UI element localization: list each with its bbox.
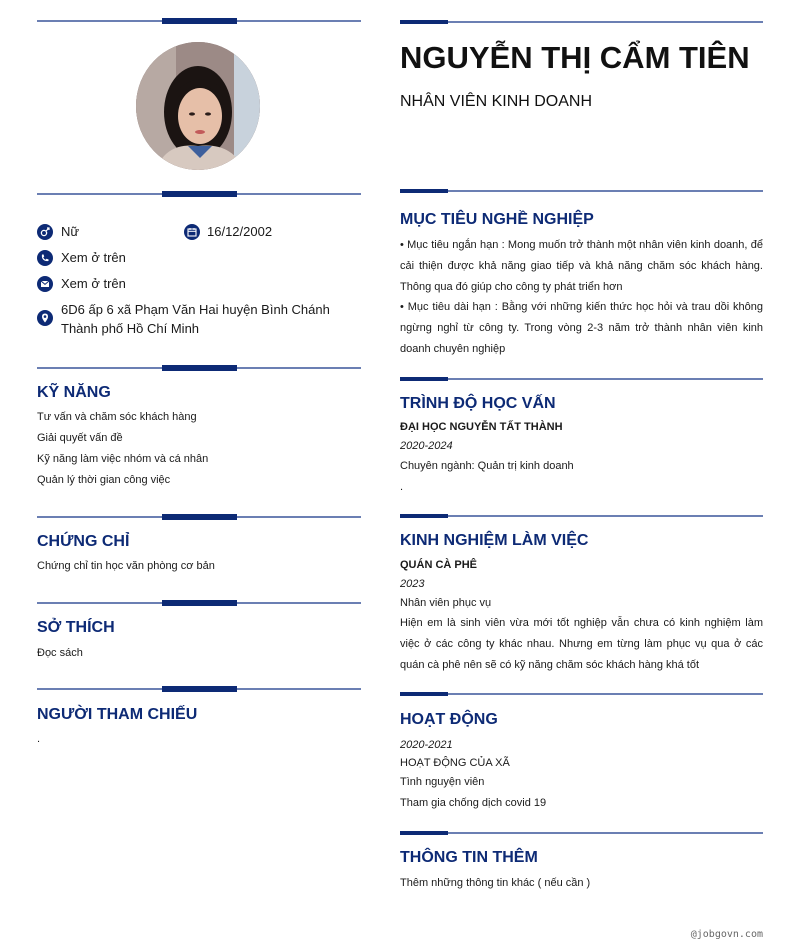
experience-description: Hiện em là sinh viên vừa mới tốt nghiệp vẫn chưa có kinh nghiệm làm việc ở các công ty khác nhau. Nhưng em từng làm phục vụ qua ở các quán cà phê nên sẽ có kỹ năng chăm sóc khách hàng khá tốt <box>400 617 763 671</box>
calendar-icon <box>184 224 200 240</box>
location-pin-icon <box>37 310 53 326</box>
divider-experience <box>400 514 763 519</box>
divider-hobbies <box>37 600 361 606</box>
activities-title: HOẠT ĐỘNG <box>400 711 498 728</box>
hobby-item: Đọc sách <box>37 647 83 659</box>
additional-title: THÔNG TIN THÊM <box>400 849 538 866</box>
skills-title: KỸ NĂNG <box>37 384 111 401</box>
divider-certificates <box>37 514 361 520</box>
activities-description: Tham gia chống dịch covid 19 <box>400 797 547 809</box>
skill-item: Kỹ năng làm việc nhóm và cá nhân <box>37 453 209 465</box>
divider-top-right <box>400 20 763 25</box>
divider-education <box>400 377 763 382</box>
education-note: . <box>400 481 404 493</box>
activities-period: 2020-2021 <box>400 739 453 751</box>
email-value: Xem ở trên <box>61 276 126 291</box>
references-title: NGƯỜI THAM CHIẾU <box>37 706 198 723</box>
divider-skills <box>37 365 361 371</box>
experience-position: Nhân viên phục vụ <box>400 597 492 609</box>
activities-role: Tình nguyện viên <box>400 776 485 788</box>
education-title: TRÌNH ĐỘ HỌC VẤN <box>400 395 556 412</box>
certificate-item: Chứng chỉ tin học văn phòng cơ bản <box>37 560 215 572</box>
references-text: . <box>37 733 41 745</box>
education-school: ĐẠI HỌC NGUYỄN TẤT THÀNH <box>400 421 563 433</box>
certificates-title: CHỨNG CHỈ <box>37 533 130 550</box>
watermark: @jobgovn.com <box>690 929 763 940</box>
divider-top-left <box>37 18 361 24</box>
objective-long-term: • Mục tiêu dài hạn : Bằng với những kiến thức học hỏi và trau dồi không ngừng nghỉ từ công ty. Trong vòng 2-3 năm trở thành nhân viên kinh doanh chuyên nghiệp <box>400 301 763 355</box>
divider-additional <box>400 831 763 836</box>
divider-under-avatar <box>37 191 361 197</box>
divider-activities <box>400 692 763 697</box>
candidate-name: NGUYỄN THỊ CẨM TIÊN <box>400 40 750 75</box>
experience-company: QUÁN CÀ PHÊ <box>400 559 478 571</box>
skill-item: Tư vấn và chăm sóc khách hàng <box>37 411 197 423</box>
additional-text: Thêm những thông tin khác ( nếu cần ) <box>400 877 591 889</box>
education-major: Chuyên ngành: Quản trị kinh doanh <box>400 460 574 472</box>
email-icon <box>37 276 53 292</box>
objective-title: MỤC TIÊU NGHỀ NGHIỆP <box>400 211 594 228</box>
phone-value: Xem ở trên <box>61 250 126 265</box>
skill-item: Giải quyết vấn đề <box>37 432 123 444</box>
experience-period: 2023 <box>400 578 425 590</box>
divider-objective <box>400 189 763 194</box>
avatar-photo <box>136 42 260 170</box>
avatar <box>136 42 260 170</box>
address-value: 6D6 ấp 6 xã Phạm Văn Hai huyện Bình Chánh Thành phố Hồ Chí Minh <box>61 302 330 336</box>
skill-item: Quản lý thời gian công việc <box>37 474 171 486</box>
birthday-value: 16/12/2002 <box>207 224 273 239</box>
phone-icon <box>37 250 53 266</box>
gender-icon <box>37 224 53 240</box>
activities-organization: HOẠT ĐỘNG CỦA XÃ <box>400 757 510 769</box>
job-title: NHÂN VIÊN KINH DOANH <box>400 93 593 110</box>
hobbies-title: SỞ THÍCH <box>37 619 115 636</box>
gender-value: Nữ <box>61 224 80 239</box>
divider-references <box>37 686 361 692</box>
objective-short-term: • Mục tiêu ngắn hạn : Mong muốn trở thành một nhân viên kinh doanh, để cải thiện được khả năng giao tiếp và khả năng chăm sóc khách hàng. Thông qua đó giúp cho công ty phát triển hơn <box>400 239 763 293</box>
experience-title: KINH NGHIỆM LÀM VIỆC <box>400 532 589 549</box>
education-period: 2020-2024 <box>400 440 453 452</box>
